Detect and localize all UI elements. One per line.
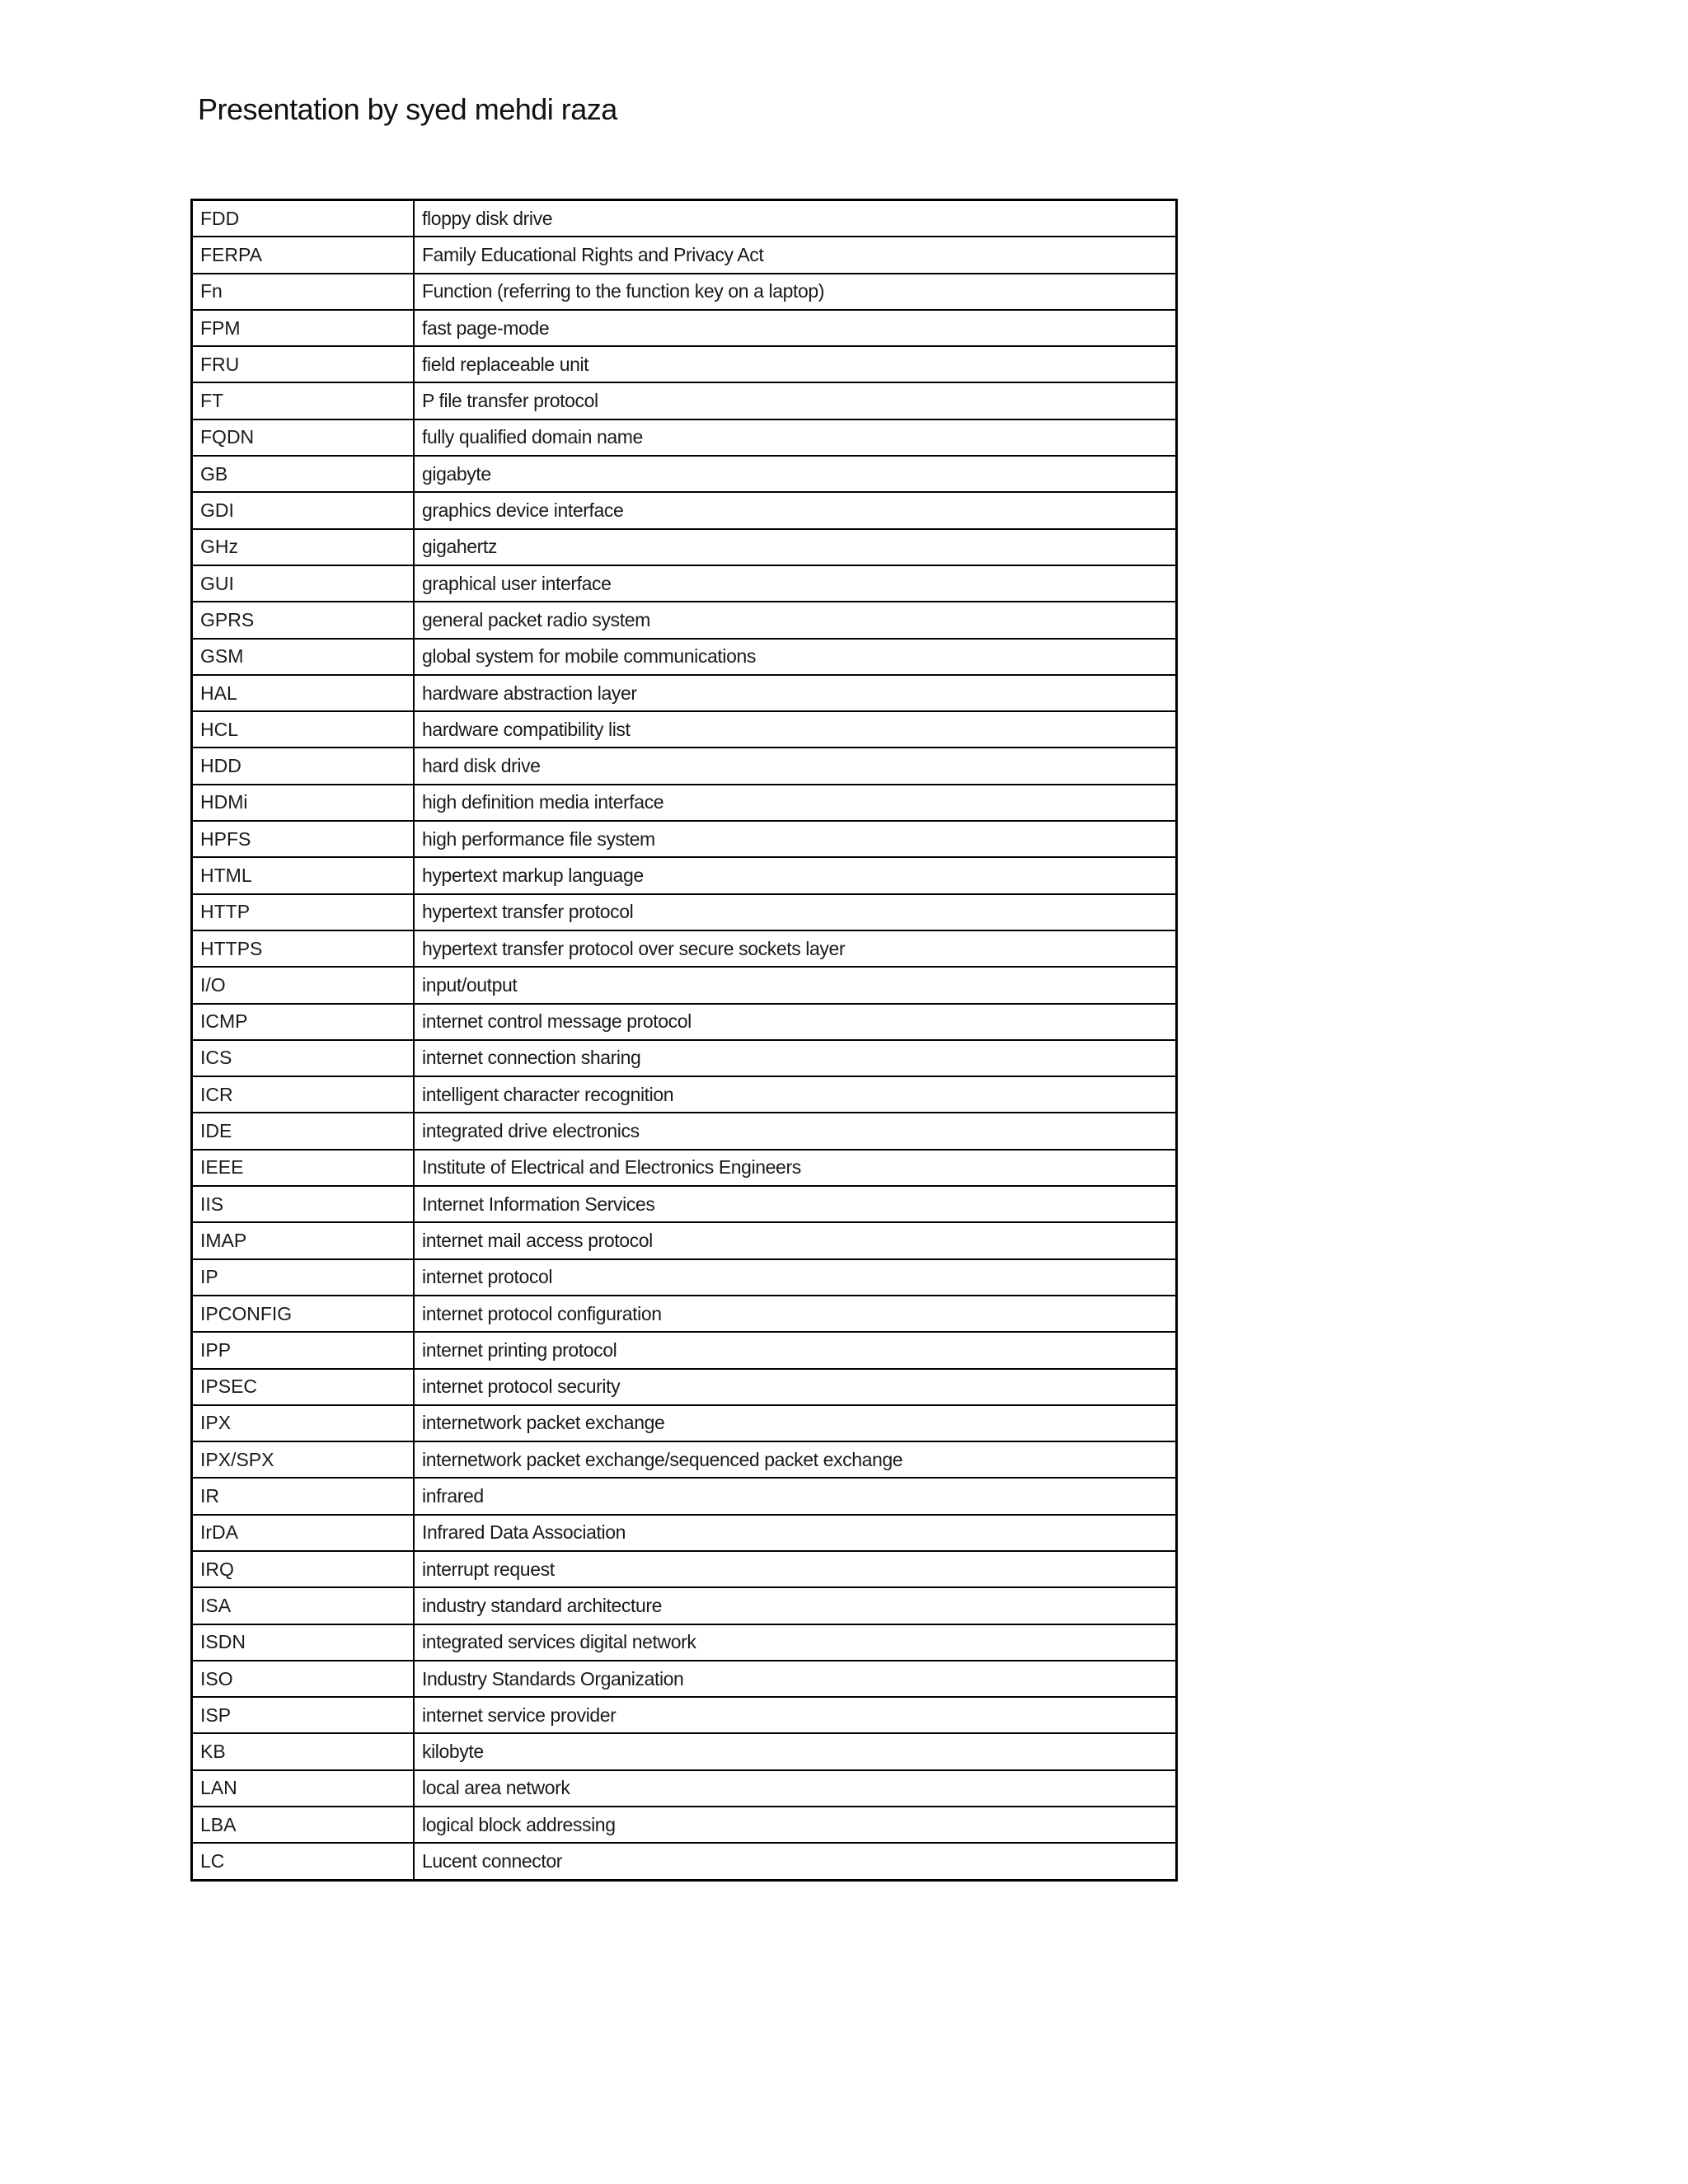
- table-row: [192, 274, 1177, 310]
- definition-cell: hardware compatibility list: [414, 711, 1177, 748]
- definition-cell: hard disk drive: [414, 748, 1177, 784]
- acronym-table: [190, 199, 1178, 1882]
- table-row: [192, 894, 1177, 930]
- table-row: [192, 456, 1177, 492]
- definition-cell: infrared: [414, 1478, 1177, 1514]
- table-row: [192, 529, 1177, 565]
- definition-cell: integrated drive electronics: [414, 1113, 1177, 1149]
- acronym-cell: HTTP: [192, 894, 415, 930]
- table-row: [192, 1369, 1177, 1405]
- acronym-cell: HTML: [192, 857, 415, 893]
- table-row: [192, 382, 1177, 419]
- definition-cell: Institute of Electrical and Electronics Engineers: [414, 1150, 1177, 1186]
- table-row: [192, 1478, 1177, 1514]
- acronym-cell: FRU: [192, 346, 415, 382]
- table-row: [192, 748, 1177, 784]
- acronym-cell: IPP: [192, 1332, 415, 1368]
- definition-cell: field replaceable unit: [414, 346, 1177, 382]
- table-row: [192, 1551, 1177, 1587]
- acronym-cell: IPX: [192, 1405, 415, 1441]
- acronym-cell: HDD: [192, 748, 415, 784]
- acronym-cell: FDD: [192, 200, 415, 237]
- definition-cell: Function (referring to the function key on a laptop): [414, 274, 1177, 310]
- table-row: [192, 639, 1177, 675]
- definition-cell: local area network: [414, 1770, 1177, 1807]
- acronym-cell: FQDN: [192, 419, 415, 456]
- definition-cell: internet service provider: [414, 1697, 1177, 1733]
- definition-cell: interrupt request: [414, 1551, 1177, 1587]
- definition-cell: gigabyte: [414, 456, 1177, 492]
- table-row: [192, 1186, 1177, 1222]
- table-row: [192, 1222, 1177, 1258]
- acronym-cell: IPCONFIG: [192, 1296, 415, 1332]
- definition-cell: internet printing protocol: [414, 1332, 1177, 1368]
- definition-cell: hypertext transfer protocol over secure sockets layer: [414, 930, 1177, 967]
- table-row: [192, 200, 1177, 237]
- table-row: [192, 237, 1177, 273]
- table-row: [192, 1441, 1177, 1478]
- definition-cell: intelligent character recognition: [414, 1076, 1177, 1113]
- table-row: [192, 857, 1177, 893]
- acronym-cell: ISA: [192, 1587, 415, 1624]
- acronym-cell: LC: [192, 1843, 415, 1880]
- table-row: [192, 1259, 1177, 1296]
- definition-cell: internetwork packet exchange: [414, 1405, 1177, 1441]
- definition-cell: fast page-mode: [414, 310, 1177, 346]
- acronym-cell: IPX/SPX: [192, 1441, 415, 1478]
- table-row: [192, 821, 1177, 857]
- acronym-cell: ISP: [192, 1697, 415, 1733]
- definition-cell: P file transfer protocol: [414, 382, 1177, 419]
- definition-cell: Internet Information Services: [414, 1186, 1177, 1222]
- acronym-cell: GHz: [192, 529, 415, 565]
- definition-cell: Infrared Data Association: [414, 1515, 1177, 1551]
- table-row: [192, 1004, 1177, 1040]
- acronym-cell: GDI: [192, 492, 415, 528]
- table-row: [192, 1661, 1177, 1697]
- definition-cell: fully qualified domain name: [414, 419, 1177, 456]
- definition-cell: Industry Standards Organization: [414, 1661, 1177, 1697]
- table-row: [192, 346, 1177, 382]
- definition-cell: internet connection sharing: [414, 1040, 1177, 1076]
- definition-cell: hardware abstraction layer: [414, 675, 1177, 711]
- acronym-cell: IRQ: [192, 1551, 415, 1587]
- table-row: [192, 1405, 1177, 1441]
- acronym-cell: KB: [192, 1733, 415, 1769]
- acronym-cell: FERPA: [192, 237, 415, 273]
- acronym-cell: FPM: [192, 310, 415, 346]
- acronym-cell: IIS: [192, 1186, 415, 1222]
- table-row: [192, 310, 1177, 346]
- definition-cell: industry standard architecture: [414, 1587, 1177, 1624]
- definition-cell: internet protocol security: [414, 1369, 1177, 1405]
- acronym-cell: IDE: [192, 1113, 415, 1149]
- acronym-cell: HAL: [192, 675, 415, 711]
- definition-cell: floppy disk drive: [414, 200, 1177, 237]
- definition-cell: high performance file system: [414, 821, 1177, 857]
- table-row: [192, 1697, 1177, 1733]
- acronym-cell: GSM: [192, 639, 415, 675]
- acronym-cell: IPSEC: [192, 1369, 415, 1405]
- acronym-cell: Fn: [192, 274, 415, 310]
- table-row: [192, 1150, 1177, 1186]
- acronym-cell: HDMi: [192, 785, 415, 821]
- acronym-cell: ICR: [192, 1076, 415, 1113]
- table-row: [192, 1113, 1177, 1149]
- acronym-table-body: [192, 200, 1177, 1881]
- acronym-cell: GUI: [192, 565, 415, 602]
- table-row: [192, 1770, 1177, 1807]
- acronym-cell: GB: [192, 456, 415, 492]
- table-row: [192, 1624, 1177, 1661]
- table-row: [192, 1332, 1177, 1368]
- acronym-cell: IMAP: [192, 1222, 415, 1258]
- definition-cell: hypertext markup language: [414, 857, 1177, 893]
- definition-cell: graphical user interface: [414, 565, 1177, 602]
- definition-cell: internetwork packet exchange/sequenced packet exchange: [414, 1441, 1177, 1478]
- table-row: [192, 1076, 1177, 1113]
- definition-cell: internet mail access protocol: [414, 1222, 1177, 1258]
- definition-cell: input/output: [414, 967, 1177, 1003]
- table-row: [192, 1296, 1177, 1332]
- acronym-cell: GPRS: [192, 602, 415, 638]
- page-title: Presentation by syed mehdi raza: [198, 92, 617, 126]
- table-row: [192, 1733, 1177, 1769]
- definition-cell: Family Educational Rights and Privacy Act: [414, 237, 1177, 273]
- table-row: [192, 785, 1177, 821]
- definition-cell: global system for mobile communications: [414, 639, 1177, 675]
- definition-cell: graphics device interface: [414, 492, 1177, 528]
- table-row: [192, 1587, 1177, 1624]
- acronym-cell: IEEE: [192, 1150, 415, 1186]
- definition-cell: kilobyte: [414, 1733, 1177, 1769]
- table-row: [192, 1843, 1177, 1880]
- acronym-cell: HCL: [192, 711, 415, 748]
- table-row: [192, 1515, 1177, 1551]
- acronym-cell: ICMP: [192, 1004, 415, 1040]
- definition-cell: internet protocol configuration: [414, 1296, 1177, 1332]
- definition-cell: general packet radio system: [414, 602, 1177, 638]
- definition-cell: high definition media interface: [414, 785, 1177, 821]
- acronym-cell: IR: [192, 1478, 415, 1514]
- acronym-cell: IrDA: [192, 1515, 415, 1551]
- table-row: [192, 565, 1177, 602]
- table-row: [192, 602, 1177, 638]
- acronym-cell: IP: [192, 1259, 415, 1296]
- table-row: [192, 675, 1177, 711]
- definition-cell: logical block addressing: [414, 1807, 1177, 1843]
- acronym-cell: ISDN: [192, 1624, 415, 1661]
- acronym-cell: ISO: [192, 1661, 415, 1697]
- definition-cell: internet control message protocol: [414, 1004, 1177, 1040]
- acronym-cell: HTTPS: [192, 930, 415, 967]
- table-row: [192, 930, 1177, 967]
- acronym-cell: I/O: [192, 967, 415, 1003]
- table-row: [192, 711, 1177, 748]
- acronym-cell: FT: [192, 382, 415, 419]
- table-row: [192, 492, 1177, 528]
- definition-cell: gigahertz: [414, 529, 1177, 565]
- acronym-cell: HPFS: [192, 821, 415, 857]
- acronym-cell: ICS: [192, 1040, 415, 1076]
- definition-cell: internet protocol: [414, 1259, 1177, 1296]
- acronym-cell: LBA: [192, 1807, 415, 1843]
- definition-cell: integrated services digital network: [414, 1624, 1177, 1661]
- table-row: [192, 1040, 1177, 1076]
- definition-cell: Lucent connector: [414, 1843, 1177, 1880]
- table-row: [192, 967, 1177, 1003]
- acronym-cell: LAN: [192, 1770, 415, 1807]
- table-row: [192, 1807, 1177, 1843]
- definition-cell: hypertext transfer protocol: [414, 894, 1177, 930]
- table-row: [192, 419, 1177, 456]
